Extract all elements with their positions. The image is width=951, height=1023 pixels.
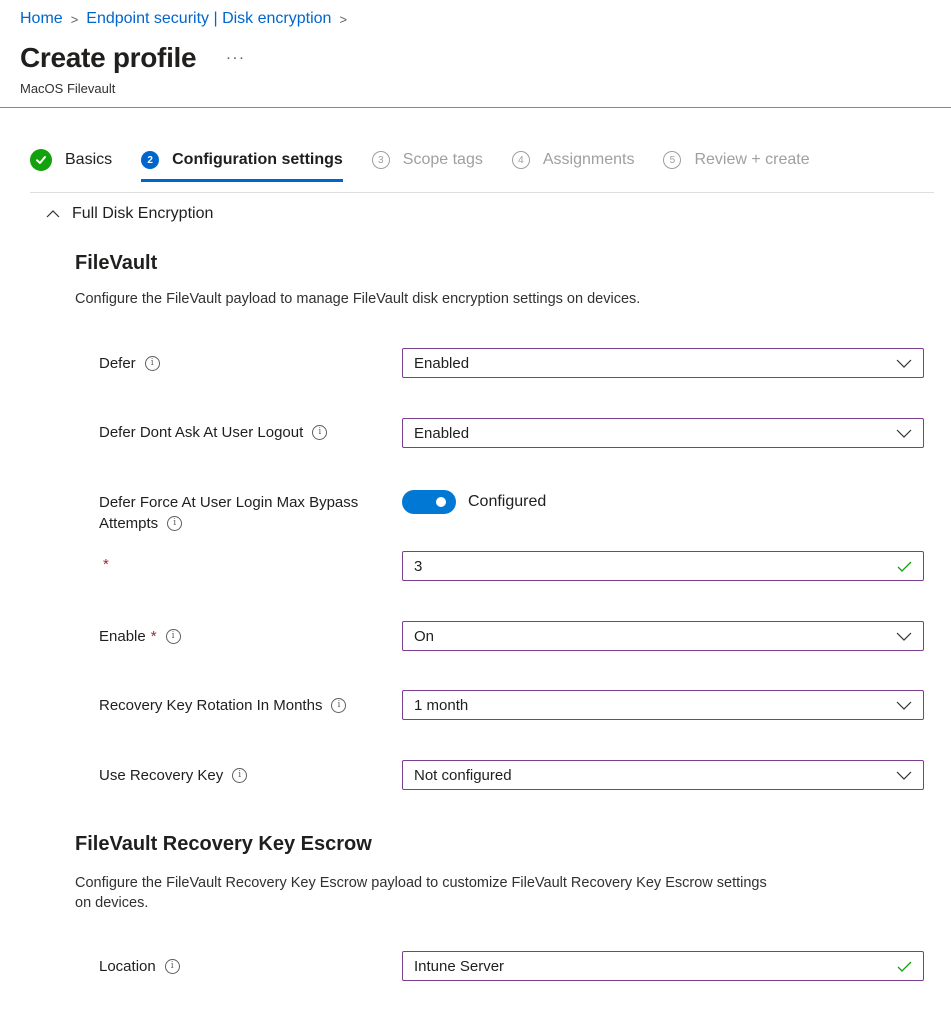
- info-icon[interactable]: i: [165, 959, 180, 974]
- step-number-badge: 5: [663, 151, 681, 169]
- section-toggle-full-disk-encryption[interactable]: [46, 205, 213, 223]
- recovery-key-rotation-label-text: Recovery Key Rotation In Months: [99, 697, 323, 714]
- tab-label: Assignments: [542, 151, 635, 168]
- defer-dont-ask-value: Enabled: [414, 424, 470, 442]
- chevron-down-icon: [896, 359, 912, 368]
- chevron-down-icon: [896, 429, 912, 438]
- valid-check-icon: [897, 561, 912, 572]
- defer-force-attempts-value: 3: [414, 557, 423, 575]
- info-icon[interactable]: i: [167, 516, 182, 531]
- defer-force-toggle-label: Configured: [468, 493, 547, 510]
- defer-dont-ask-label: [99, 422, 327, 443]
- completed-check-icon: [30, 149, 52, 171]
- use-recovery-key-label-text: Use Recovery Key: [99, 767, 224, 784]
- use-recovery-key-dropdown[interactable]: [402, 760, 924, 790]
- tabs-divider: [30, 192, 934, 193]
- location-label-text: Location: [99, 958, 156, 975]
- filevault-heading: FileVault: [75, 252, 158, 274]
- info-icon[interactable]: i: [232, 768, 247, 783]
- enable-value: On: [414, 627, 435, 645]
- step-number-badge: 4: [512, 151, 530, 169]
- title-row: [20, 42, 246, 74]
- defer-force-label: [99, 492, 358, 534]
- toggle-knob: [436, 497, 446, 507]
- breadcrumb-separator-icon: >: [339, 11, 348, 27]
- tab-assignments[interactable]: [512, 143, 635, 177]
- tab-basics[interactable]: [30, 143, 112, 177]
- use-recovery-key-value: Not configured: [414, 766, 512, 784]
- valid-check-icon: [897, 961, 912, 972]
- tab-review-create[interactable]: [663, 143, 809, 177]
- required-marker: *: [150, 628, 157, 645]
- defer-force-label-line1: Defer Force At User Login Max Bypass: [99, 494, 359, 511]
- chevron-down-icon: [896, 701, 912, 710]
- tab-configuration-settings[interactable]: [141, 143, 343, 177]
- breadcrumb: [20, 10, 355, 28]
- defer-force-toggle-row: [402, 490, 546, 514]
- info-icon[interactable]: i: [166, 629, 181, 644]
- location-input[interactable]: [402, 951, 924, 981]
- breadcrumb-disk-encryption-link[interactable]: Endpoint security | Disk encryption: [86, 10, 332, 27]
- defer-label: [99, 353, 160, 374]
- wizard-tabs: [30, 140, 839, 180]
- defer-label-text: Defer: [99, 355, 136, 372]
- defer-dropdown[interactable]: [402, 348, 924, 378]
- enable-dropdown[interactable]: [402, 621, 924, 651]
- tab-label: Scope tags: [402, 151, 483, 168]
- defer-force-label-line2: Attempts: [99, 515, 159, 532]
- defer-force-toggle[interactable]: [402, 490, 456, 514]
- tab-scope-tags[interactable]: [372, 143, 483, 177]
- chevron-up-icon: [46, 210, 60, 218]
- step-number-badge: 2: [141, 151, 159, 169]
- breadcrumb-separator-icon: >: [70, 11, 79, 27]
- escrow-description: Configure the FileVault Recovery Key Escrow payload to customize FileVault Recovery Key Escrow settings on devices.: [75, 875, 767, 911]
- header-divider: [0, 107, 951, 108]
- defer-dont-ask-label-text: Defer Dont Ask At User Logout: [99, 424, 304, 441]
- info-icon[interactable]: i: [312, 425, 327, 440]
- recovery-key-rotation-value: 1 month: [414, 696, 469, 714]
- use-recovery-key-label: [99, 765, 247, 786]
- location-label: [99, 956, 180, 977]
- enable-label-text: Enable: [99, 628, 146, 645]
- page-subtitle: MacOS Filevault: [20, 81, 116, 96]
- section-label: Full Disk Encryption: [72, 205, 214, 222]
- info-icon[interactable]: i: [331, 698, 346, 713]
- info-icon[interactable]: i: [145, 356, 160, 371]
- required-marker: *: [103, 556, 109, 573]
- recovery-key-rotation-label: [99, 695, 346, 716]
- tab-label: Basics: [65, 151, 113, 168]
- defer-dont-ask-dropdown[interactable]: [402, 418, 924, 448]
- defer-force-attempts-input[interactable]: [402, 551, 924, 581]
- chevron-down-icon: [896, 771, 912, 780]
- defer-value: Enabled: [414, 354, 470, 372]
- recovery-key-rotation-dropdown[interactable]: [402, 690, 924, 720]
- location-value: Intune Server: [414, 957, 505, 975]
- filevault-description: Configure the FileVault payload to manage FileVault disk encryption settings on devices.: [75, 291, 641, 307]
- enable-label: [99, 626, 181, 647]
- tab-label: Configuration settings: [172, 151, 343, 168]
- chevron-down-icon: [896, 632, 912, 641]
- page-title: Create profile: [20, 42, 197, 73]
- step-number-badge: 3: [372, 151, 390, 169]
- escrow-heading: FileVault Recovery Key Escrow: [75, 833, 372, 855]
- more-options-icon[interactable]: ...: [226, 46, 246, 63]
- breadcrumb-home-link[interactable]: Home: [20, 10, 63, 27]
- tab-label: Review + create: [694, 151, 810, 168]
